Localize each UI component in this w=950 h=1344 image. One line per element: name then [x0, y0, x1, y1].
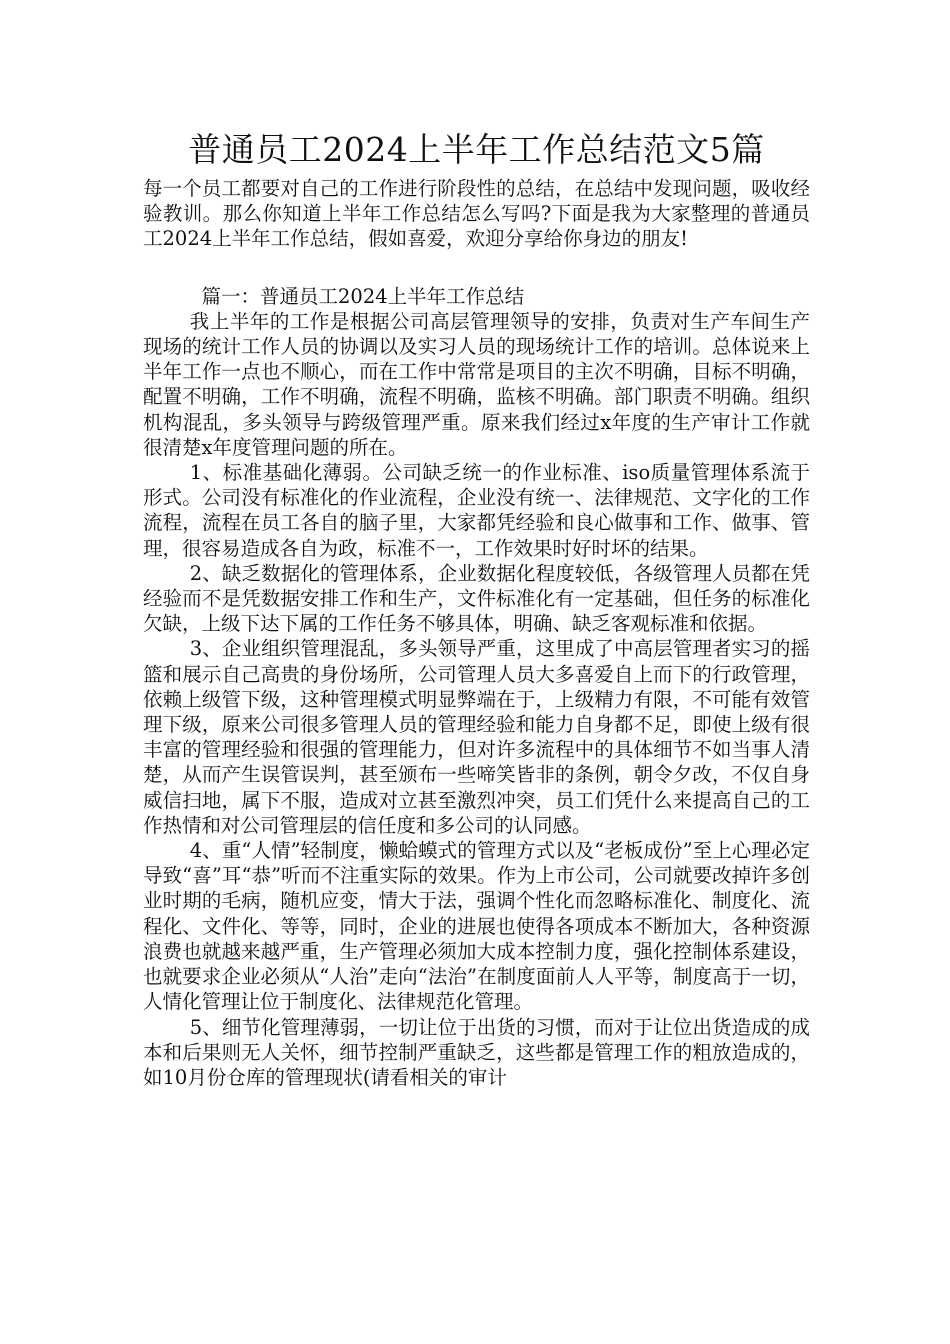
body-paragraph-6: 5、细节化管理薄弱，一切让位于出货的习惯，而对于让位出货造成的成本和后果则无人关怀，细节控制严重缺乏，这些都是管理工作的粗放造成的，如10月份仓库的管理现状(请看相关的审计 [143, 1015, 810, 1089]
document-title: 普通员工2024上半年工作总结范文5篇 [188, 130, 765, 169]
body-paragraph-2: 1、标准基础化薄弱。公司缺乏统一的作业标准、iso质量管理体系流于形式。公司没有标准化的作业流程，企业没有统一、法律规范、文字化的工作流程，流程在员工各自的脑子里，大家都凭经验和良心做事和工作、做事、管理，很容易造成各自为政，标准不一，工作效果时好时坏的结果。 [143, 461, 810, 560]
intro-paragraph: 每一个员工都要对自己的工作进行阶段性的总结，在总结中发现问题，吸收经验教训。那么你知道上半年工作总结怎么写吗?下面是我为大家整理的普通员工2024上半年工作总结，假如喜爱，欢迎分享给你身边的朋友! [143, 177, 810, 251]
section-heading: 篇一：普通员工2024上半年工作总结 [201, 284, 525, 308]
body-paragraph-4: 3、企业组织管理混乱，多头领导严重，这里成了中高层管理者实习的摇篮和展示自己高贵的身份场所，公司管理人员大多喜爱自上而下的行政管理，依赖上级管下级，这种管理模式明显弊端在于，上级精力有限，不可能有效管理下级，原来公司很多管理人员的管理经验和能力自身都不足，即使上级有很丰富的管理经验和很强的管理能力，但对许多流程中的具体细节不如当事人清楚，从而产生误管误判，甚至颁布一些啼笑皆非的条例，朝令夕改，不仅自身威信扫地，属下不服，造成对立甚至激烈冲突，员工们凭什么来提高自己的工作热情和对公司管理层的信任度和多公司的认同感。 [143, 637, 810, 837]
document-page [143, 128, 810, 1090]
body-paragraph-1: 我上半年的工作是根据公司高层管理领导的安排，负责对生产车间生产现场的统计工作人员的协调以及实习人员的现场统计工作的培训。总体说来上半年工作一点也不顺心，而在工作中常常是项目的主次不明确，目标不明确，配置不明确，工作不明确，流程不明确，监核不明确。部门职责不明确。组织机构混乱，多头领导与跨级管理严重。原来我们经过x年度的生产审计工作就很清楚x年度管理问题的所在。 [143, 309, 810, 459]
body-paragraph-3: 2、缺乏数据化的管理体系，企业数据化程度较低，各级管理人员都在凭经验而不是凭数据安排工作和生产，文件标准化有一定基础，但任务的标准化欠缺，上级下达下属的工作任务不够具体，明确、缺乏客观标准和依据。 [143, 561, 810, 636]
body-paragraph-5: 4、重“人情”轻制度，懒蛤蟆式的管理方式以及“老板成份”至上心理必定导致“喜”耳“恭”听而不注重实际的效果。作为上市公司，公司就要改掉许多创业时期的毛病，随机应变，情大于法，强调个性化而忽略标准化、制度化、流程化、文件化、等等，同时，企业的进展也使得各项成本不断加大，各种资源浪费也就越来越严重，生产管理必须加大成本控制力度，强化控制体系建设，也就要求企业必须从“人治”走向“法治”在制度面前人人平等，制度高于一切，人情化管理让位于制度化、法律规范化管理。 [143, 839, 810, 1014]
